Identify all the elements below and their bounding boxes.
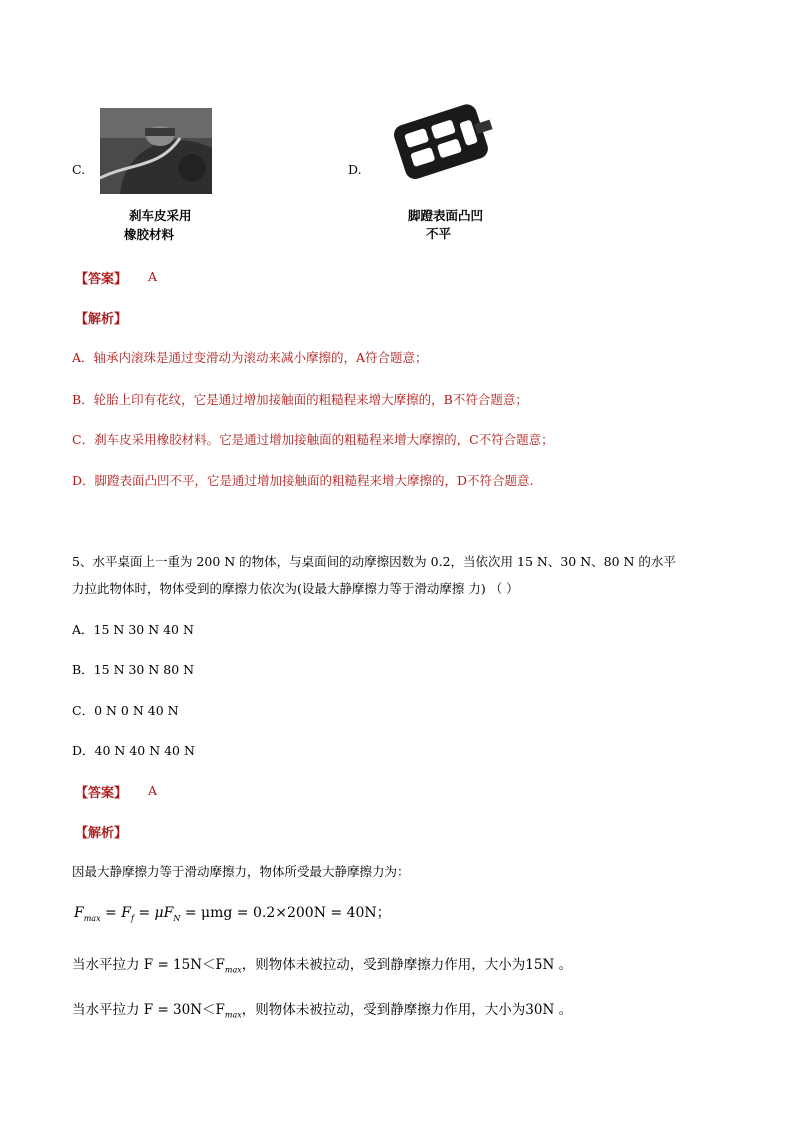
exp4-post: ，则物体未被拉动，受到静摩擦力作用，大小为30N 。 [241, 1002, 573, 1018]
option-c-caption-1: 刹车皮采用 [129, 208, 192, 223]
q5-option-d: D．40 N 40 N 40 N [72, 743, 195, 758]
eq-f-sub: f [130, 913, 134, 923]
q5-option-b: B．15 N 30 N 80 N [72, 662, 195, 677]
q4-answer-tag: 【答案】 [75, 272, 128, 287]
eq-fmax-sub: max [83, 913, 101, 923]
q4-line-a: A．轴承内滚珠是通过变滑动为滚动来减小摩擦的，A符合题意； [72, 350, 428, 365]
q5-explanation-line-3 [72, 953, 572, 975]
q5-answer-tag: 【答案】 [75, 786, 128, 801]
q5-stem-line-2: 力拉此物体时，物体受到的摩擦力依次为(设最大静摩擦力等于滑动摩擦 力) （ ） [72, 581, 519, 596]
eq-part-2: = μF [133, 905, 174, 921]
q4-line-c: C．刹车皮采用橡胶材料。它是通过增加接触面的粗糙程来增大摩擦的，C不符合题意； [72, 432, 554, 447]
q5-explanation-line-4 [72, 998, 572, 1020]
q4-line-d: D．脚蹬表面凸凹不平，它是通过增加接触面的粗糙程来增大摩擦的，D不符合题意. [72, 473, 534, 488]
q5-option-c: C．0 N 0 N 40 N [72, 703, 179, 718]
eq-fmax: F [74, 905, 84, 921]
eq-part-3: = μmg = 0.2×200N = 40N； [180, 905, 391, 921]
pedal-photo [380, 92, 500, 190]
exp3-pre: 当水平拉力 F = 15N＜F [72, 957, 225, 973]
q4-analysis-tag: 【解析】 [75, 312, 128, 327]
eq-part-1: = F [100, 905, 131, 921]
exp4-pre: 当水平拉力 F = 30N＜F [72, 1002, 225, 1018]
q5-option-a: A．15 N 30 N 40 N [72, 622, 194, 637]
eq-n-sub: N [173, 913, 181, 923]
q4-line-b: B．轮胎上印有花纹，它是通过增加接触面的粗糙程来增大摩擦的，B不符合题意； [72, 392, 528, 407]
q5-answer: A [148, 783, 158, 798]
option-c-label: C. [72, 162, 86, 177]
exp3-post: ，则物体未被拉动，受到静摩擦力作用，大小为15N 。 [241, 957, 573, 973]
exp4-sub: max [224, 1010, 242, 1020]
option-d-caption-1: 脚蹬表面凸凹 [408, 208, 484, 223]
option-d-caption-2: 不平 [426, 226, 452, 241]
option-d-label: D. [348, 162, 362, 177]
exp3-sub: max [224, 965, 242, 975]
brake-rubber-photo [100, 108, 212, 194]
q5-explanation-line-1: 因最大静摩擦力等于滑动摩擦力，物体所受最大静摩擦力为： [72, 864, 410, 879]
q4-answer: A [148, 269, 158, 284]
option-c-caption-2: 橡胶材料 [124, 227, 175, 242]
q5-analysis-tag: 【解析】 [75, 826, 128, 841]
q5-equation [74, 902, 391, 923]
q5-stem-line-1: 5、水平桌面上一重为 200 N 的物体，与桌面间的动摩擦因数为 0.2，当依次用 15 N、30 N、80 N 的水平 [72, 554, 676, 569]
